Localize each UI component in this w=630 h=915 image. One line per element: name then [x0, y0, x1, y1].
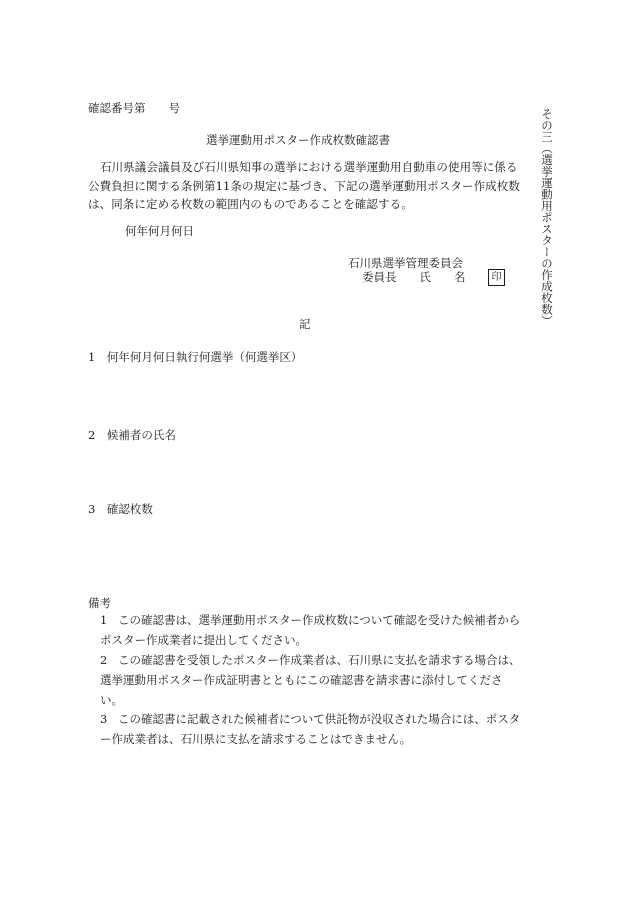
note-3: [100, 709, 525, 749]
notes-heading: 備考: [88, 596, 111, 610]
note-1: [100, 610, 525, 650]
item-2: 2 候補者の氏名: [88, 428, 176, 442]
body-paragraph: 石川県議会議員及び石川県知事の選挙における選挙運動用自動車の使用等に係る公費負担に関する条例第11条の規定に基づき、下記の選挙運動用ポスター作成枚数は、同条に定める枚数の範囲内のものであることを確認する。: [88, 160, 520, 211]
note-number: 2: [100, 653, 108, 667]
seal-mark: 印: [488, 269, 505, 286]
note-2: [100, 650, 525, 710]
item-1: 1 何年何月何日執行何選挙（何選挙区）: [88, 350, 303, 364]
issuer-organization: 石川県選挙管理委員会: [348, 256, 463, 270]
item-3: 3 確認枚数: [88, 502, 153, 516]
issuer-title: 委員長 氏 名: [362, 270, 466, 284]
note-text: この確認書を受領したポスター作成業者は、石川県に支払を請求する場合は、選挙運動用ポスター作成証明書とともにこの確認書を請求書に添付してください。: [100, 653, 521, 707]
note-number: 3: [100, 712, 108, 726]
side-label: その三（選挙運動用ポスターの作成枚数）: [540, 108, 554, 327]
note-number: 1: [100, 613, 108, 627]
document-title: 選挙運動用ポスター作成枚数確認書: [206, 133, 390, 147]
note-text: この確認書に記載された候補者について供託物が没収された場合には、ポスター作成業者は、石川県に支払を請求することはできません。: [100, 712, 521, 746]
confirmation-number: 確認番号第 号: [88, 101, 180, 115]
ki-heading: 記: [299, 317, 311, 331]
note-text: この確認書は、選挙運動用ポスター作成枚数について確認を受けた候補者からポスター作成業者に提出してください。: [100, 613, 521, 647]
issue-date: 何年何月何日: [125, 224, 194, 238]
